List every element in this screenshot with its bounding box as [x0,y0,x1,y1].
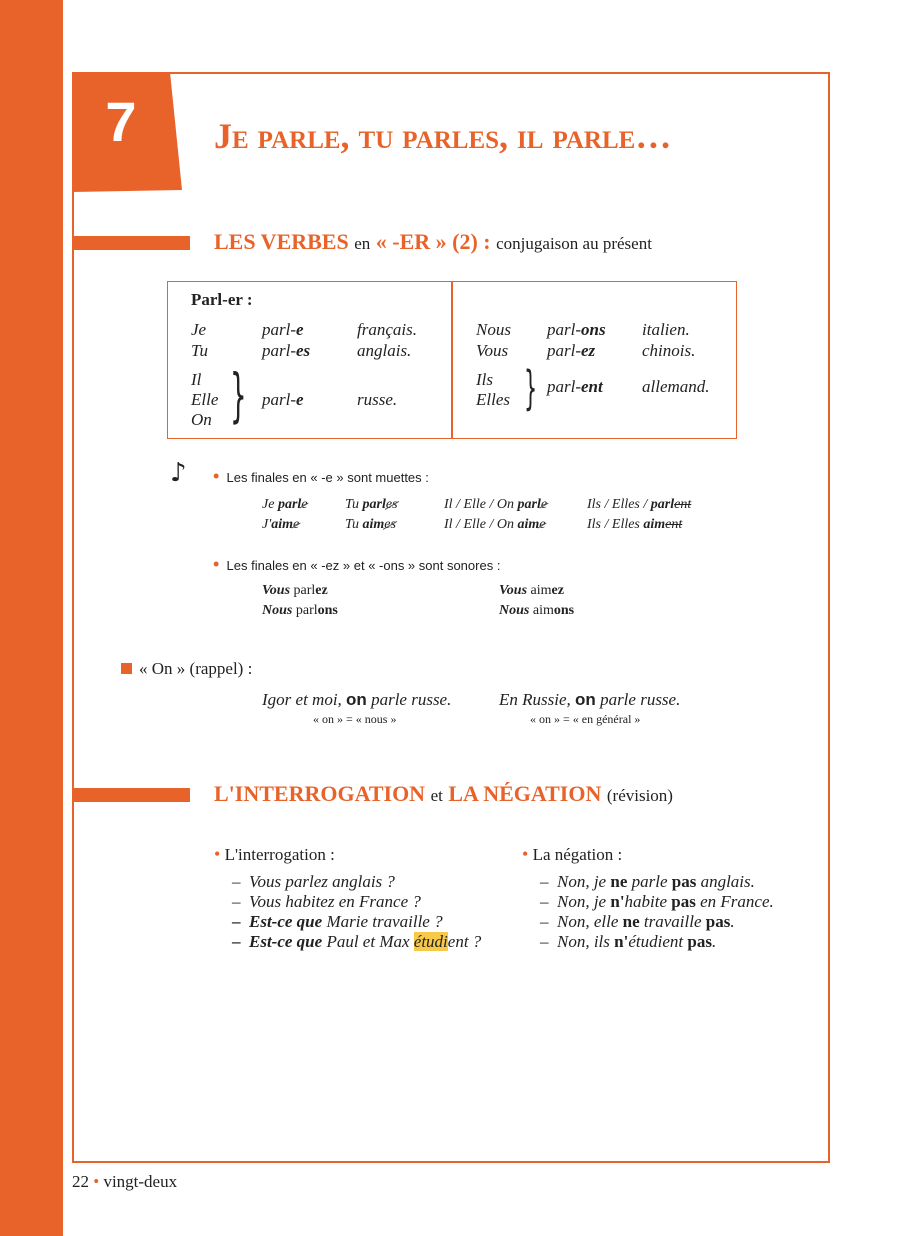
verb-label: Parl-er : [191,290,253,309]
highlight-etudi: étudi [413,932,448,951]
note-on-nous: « on » = « nous » [313,712,397,726]
form-ils-elles: parl-ent [547,377,603,396]
example-ils-parlent: Ils / Elles / parlent [587,497,692,512]
pronoun-on: On [191,410,212,429]
negation-item-1: – Non, je ne parle pas anglais. [540,872,755,891]
section-heading-interrogation: L'INTERROGATION et LA NÉGATION (révision) [214,781,673,806]
example-ils-aiment: Ils / Elles aiment [587,517,683,532]
word-chinois: chinois. [642,341,696,360]
example-nous-parlons: Nous parlons [262,603,338,618]
word-anglais: anglais. [357,341,412,360]
rule-muettes: • Les finales en « -e » sont muettes : [213,466,429,486]
title-first-letter: J [214,116,232,156]
negation-item-4: – Non, ils n'étudient pas. [540,932,717,951]
section-heading-verbes: LES VERBES en « -ER » (2) : conjugaison au présent [214,229,652,254]
section-bar-2 [72,788,190,802]
left-color-band [0,0,63,1236]
pronoun-tu: Tu [191,341,209,360]
pronoun-elles: Elles [476,390,510,409]
title-rest: e parle, tu parles, il parle… [232,116,672,156]
negation-item-2: – Non, je n'habite pas en France. [540,892,774,911]
form-tu: parl-es [262,341,311,360]
section-bar-1 [72,236,190,250]
music-note-icon: ♪ [170,458,187,488]
example-nous-aimons: Nous aimons [499,603,575,618]
form-je: parl-e [262,320,304,339]
example-tu-aimes: Tu aimes [345,517,396,532]
chapter-number: 7 [105,90,137,153]
word-francais: français. [357,320,417,339]
interrogation-item-1: – Vous parlez anglais ? [232,872,395,891]
pronoun-ils: Ils [476,370,493,389]
page-footer: 22 • vingt-deux [72,1172,178,1191]
interrogation-item-3: – Est-ce que Marie travaille ? [232,912,443,931]
on-rappel-label: « On » (rappel) : [139,659,253,678]
pronoun-nous: Nous [476,320,511,339]
form-nous: parl-ons [547,320,606,339]
example-tu-parles: Tu parles [345,497,398,512]
square-bullet-icon [121,663,132,674]
table-divider [451,281,453,439]
negation-title: • La négation : [522,844,623,864]
example-je-parle: Je parle [262,497,308,512]
example-igor: Igor et moi, on parle russe. [262,690,452,709]
word-russe: russe. [357,390,398,409]
form-vous: parl-ez [547,341,596,360]
pronoun-elle: Elle [191,390,219,409]
note-on-general: « on » = « en général » [530,712,641,726]
example-j-aime: J'aime [262,517,300,532]
page-number: 22 [72,1172,89,1191]
form-il-elle-on: parl-e [262,390,304,409]
example-vous-aimez: Vous aimez [499,583,564,598]
pronoun-je: Je [191,320,207,339]
example-russie: En Russie, on parle russe. [499,690,681,709]
interrogation-title: • L'interrogation : [214,844,335,864]
interrogation-item-2: – Vous habitez en France ? [232,892,421,911]
negation-item-3: – Non, elle ne travaille pas. [540,912,735,931]
example-il-aime: Il / Elle / On aime [444,517,546,532]
page-number-words: vingt-deux [103,1172,178,1191]
word-allemand: allemand. [642,377,710,396]
example-il-parle: Il / Elle / On parle [444,497,548,512]
page-title [214,112,671,160]
rule-sonores: • Les finales en « -ez » et « -ons » sont sonores : [213,554,501,574]
brace-right: } [524,361,538,415]
pronoun-vous: Vous [476,341,509,360]
interrogation-item-4: – Est-ce que Paul et Max étudient ? [232,932,482,951]
pronoun-il: Il [191,370,202,389]
brace-left: } [230,361,247,429]
word-italien: italien. [642,320,690,339]
example-vous-parlez: Vous parlez [262,583,328,598]
